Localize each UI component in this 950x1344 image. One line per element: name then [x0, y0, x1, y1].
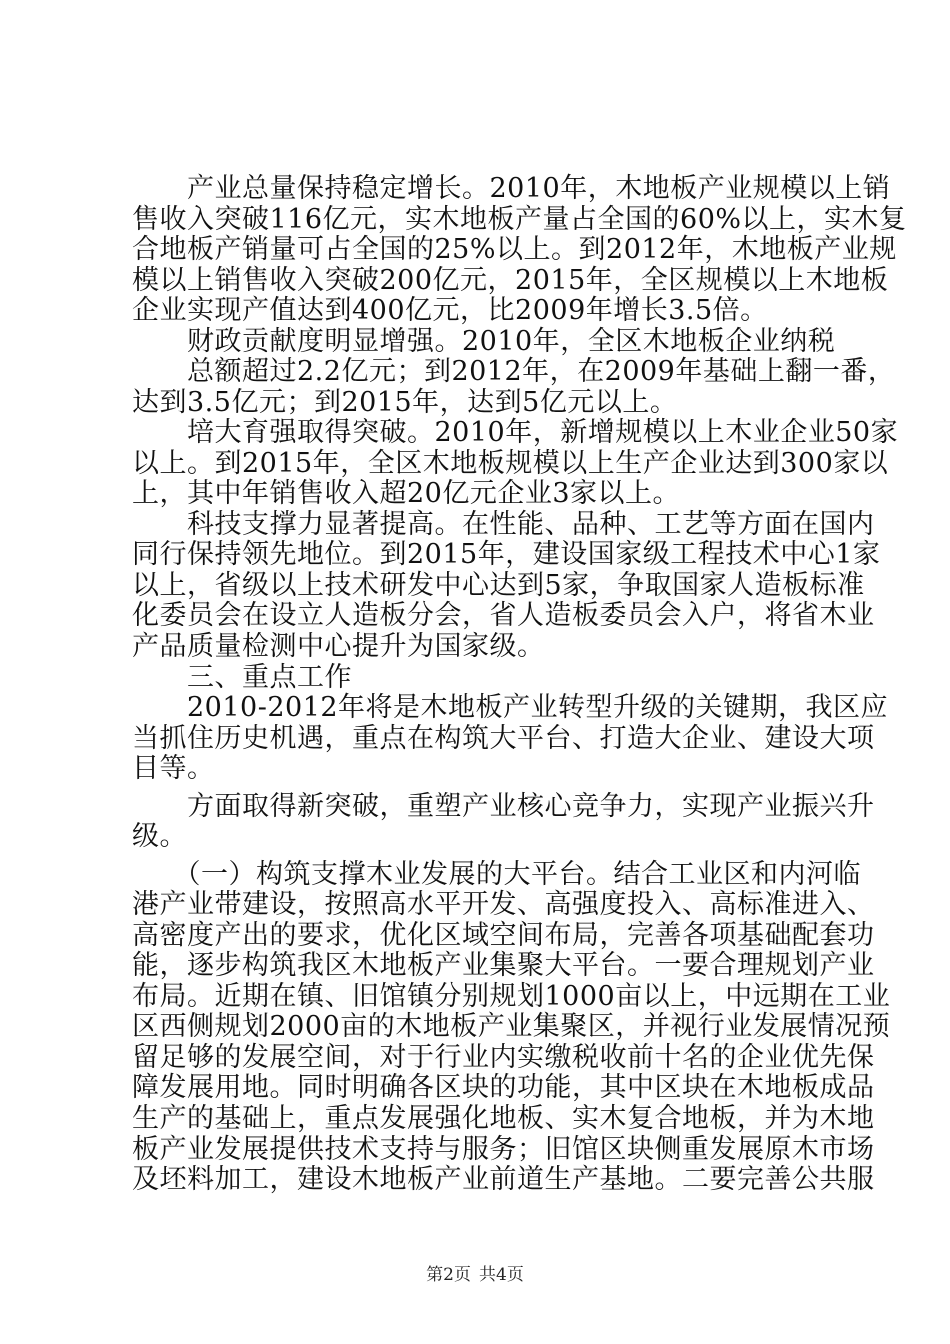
text-line: 及坯料加工，建设木地板产业前道生产基地。二要完善公共服 [132, 1164, 875, 1195]
text-line: 能，逐步构筑我区木地板产业集聚大平台。一要合理规划产业 [132, 950, 875, 981]
text-line: 2010-2012年将是木地板产业转型升级的关键期，我区应 [132, 692, 889, 723]
text-line: 培大育强取得突破。2010年，新增规模以上木业企业50家 [132, 417, 899, 448]
text-line: 售收入突破116亿元，实木地板产量占全国的60%以上，实木复 [132, 204, 907, 235]
text-line: 达到3.5亿元；到2015年，达到5亿元以上。 [132, 387, 678, 418]
text-line: 合地板产销量可占全国的25%以上。到2012年，木地板产业规 [132, 234, 897, 265]
page-total: 共4页 [479, 1265, 524, 1285]
text-line: 高密度产出的要求，优化区域空间布局，完善各项基础配套功 [132, 920, 875, 951]
text-line: 障发展用地。同时明确各区块的功能，其中区块在木地板成品 [132, 1072, 875, 1103]
section-heading: 三、重点工作 [132, 662, 352, 693]
text-line: 财政贡献度明显增强。2010年，全区木地板企业纳税 [132, 326, 836, 357]
text-line: 港产业带建设，按照高水平开发、高强度投入、高标准进入、 [132, 889, 875, 920]
page-number: 第2页 [426, 1265, 471, 1285]
text-line: 产业总量保持稳定增长。2010年，木地板产业规模以上销 [132, 173, 891, 204]
text-line: 科技支撑力显著提高。在性能、品种、工艺等方面在国内 [132, 509, 875, 540]
text-line: 化委员会在设立人造板分会，省人造板委员会入户，将省木业 [132, 600, 875, 631]
text-line: 区西侧规划2000亩的木地板产业集聚区，并视行业发展情况预 [132, 1011, 891, 1042]
text-line: 产品质量检测中心提升为国家级。 [132, 631, 545, 662]
text-line: 留足够的发展空间，对于行业内实缴税收前十名的企业优先保 [132, 1042, 875, 1073]
text-line: 级。 [132, 821, 187, 852]
text-line: 上，其中年销售收入超20亿元企业3家以上。 [132, 478, 681, 509]
text-line: 生产的基础上，重点发展强化地板、实木复合地板，并为木地 [132, 1103, 875, 1134]
text-line: 同行保持领先地位。到2015年，建设国家级工程技术中心1家 [132, 539, 881, 570]
text-line: 以上，省级以上技术研发中心达到5家，争取国家人造板标准 [132, 570, 865, 601]
text-line: 目等。 [132, 753, 215, 784]
text-line: 布局。近期在镇、旧馆镇分别规划1000亩以上，中远期在工业 [132, 981, 891, 1012]
text-line: （一）构筑支撑木业发展的大平台。结合工业区和内河临 [132, 859, 861, 890]
page-footer [0, 1264, 950, 1286]
text-line: 总额超过2.2亿元；到2012年，在2009年基础上翻一番， [132, 356, 896, 387]
text-line: 板产业发展提供技术支持与服务；旧馆区块侧重发展原木市场 [132, 1134, 875, 1165]
text-line: 企业实现产值达到400亿元，比2009年增长3.5倍。 [132, 295, 768, 326]
text-line: 当抓住历史机遇，重点在构筑大平台、打造大企业、建设大项 [132, 723, 875, 754]
text-line: 以上。到2015年，全区木地板规模以上生产企业达到300家以 [132, 448, 889, 479]
text-line: 模以上销售收入突破200亿元，2015年，全区规模以上木地板 [132, 265, 889, 296]
text-line: 方面取得新突破，重塑产业核心竞争力，实现产业振兴升 [132, 791, 875, 822]
